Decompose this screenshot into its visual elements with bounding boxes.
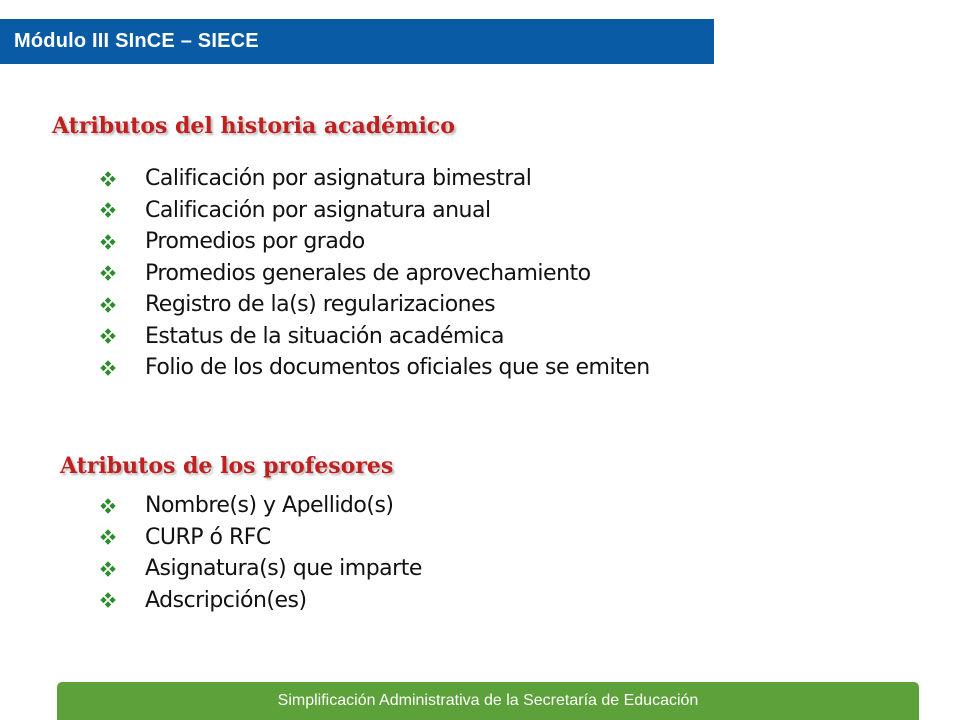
four-diamond-bullet-icon xyxy=(100,561,145,577)
four-diamond-bullet-icon xyxy=(100,234,145,250)
list-item: Promedios generales de aprovechamiento xyxy=(100,258,650,290)
list-item: Asignatura(s) que imparte xyxy=(100,553,422,585)
four-diamond-bullet-icon xyxy=(100,265,145,281)
four-diamond-bullet-icon xyxy=(100,360,145,376)
header-banner xyxy=(0,19,714,64)
list-item: Promedios por grado xyxy=(100,226,650,258)
four-diamond-bullet-icon xyxy=(100,498,145,514)
footer-text: Simplificación Administrativa de la Secretaría de Educación xyxy=(277,692,699,709)
four-diamond-bullet-icon xyxy=(100,297,145,313)
list-item: CURP ó RFC xyxy=(100,522,422,554)
list-item: Calificación por asignatura bimestral xyxy=(100,163,650,195)
list-item: Nombre(s) y Apellido(s) xyxy=(100,490,422,522)
four-diamond-bullet-icon xyxy=(100,202,145,218)
section-heading-historial: Atributos del historia académico xyxy=(52,113,455,139)
footer-bar xyxy=(57,682,919,720)
list-item: Estatus de la situación académica xyxy=(100,321,650,353)
list-item: Folio de los documentos oficiales que se emiten xyxy=(100,352,650,384)
header-title: Módulo III SInCE – SIECE xyxy=(14,30,259,52)
four-diamond-bullet-icon xyxy=(100,592,145,608)
list-item: Calificación por asignatura anual xyxy=(100,195,650,227)
historial-attributes-list xyxy=(100,163,650,384)
four-diamond-bullet-icon xyxy=(100,328,145,344)
section-heading-profesores: Atributos de los profesores xyxy=(60,453,394,479)
list-item: Registro de la(s) regularizaciones xyxy=(100,289,650,321)
list-item: Adscripción(es) xyxy=(100,585,422,617)
profesores-attributes-list xyxy=(100,490,422,616)
four-diamond-bullet-icon xyxy=(100,171,145,187)
four-diamond-bullet-icon xyxy=(100,529,145,545)
